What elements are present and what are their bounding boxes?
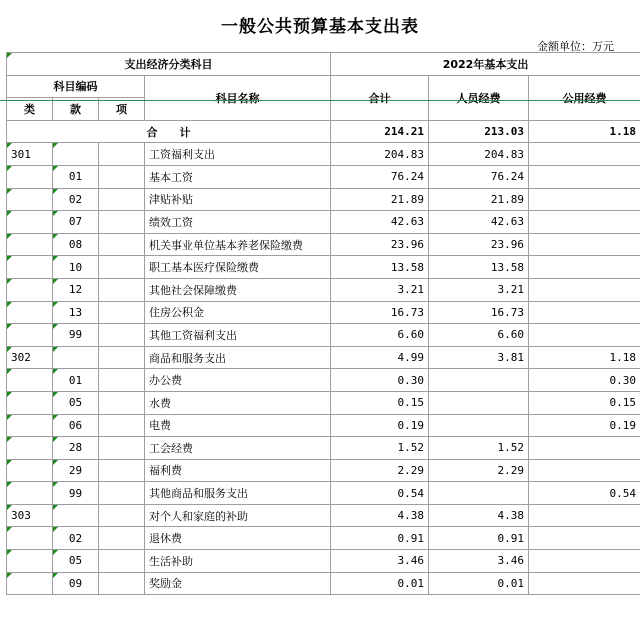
cell-personnel[interactable]: 6.60 xyxy=(429,324,529,347)
cell-personnel[interactable]: 16.73 xyxy=(429,301,529,324)
cell-xiang[interactable] xyxy=(99,482,145,505)
header-budget-group[interactable]: 2022年基本支出 xyxy=(331,53,640,76)
cell-public[interactable] xyxy=(529,437,640,460)
cell-name[interactable]: 住房公积金 xyxy=(145,301,331,324)
cell-xiang[interactable] xyxy=(99,278,145,301)
cell-kuan[interactable]: 02 xyxy=(53,188,99,211)
cell-total[interactable]: 16.73 xyxy=(331,301,429,324)
cell-name[interactable]: 其他社会保障缴费 xyxy=(145,278,331,301)
cell-kuan[interactable]: 06 xyxy=(53,414,99,437)
cell-public[interactable] xyxy=(529,550,640,573)
cell-total[interactable]: 0.15 xyxy=(331,391,429,414)
cell-personnel[interactable]: 3.81 xyxy=(429,346,529,369)
cell-public[interactable]: 0.54 xyxy=(529,482,640,505)
cell-name[interactable]: 退休费 xyxy=(145,527,331,550)
cell-name[interactable]: 办公费 xyxy=(145,369,331,392)
cell-total[interactable]: 0.19 xyxy=(331,414,429,437)
cell-lei[interactable] xyxy=(7,414,53,437)
cell-xiang[interactable] xyxy=(99,346,145,369)
cell-xiang[interactable] xyxy=(99,211,145,234)
cell-total[interactable]: 4.99 xyxy=(331,346,429,369)
cell-lei[interactable] xyxy=(7,550,53,573)
cell-personnel[interactable]: 42.63 xyxy=(429,211,529,234)
table-row xyxy=(7,233,640,256)
cell-kuan[interactable]: 10 xyxy=(53,256,99,279)
cell-total[interactable]: 21.89 xyxy=(331,188,429,211)
cell-public[interactable] xyxy=(529,527,640,550)
cell-name[interactable]: 生活补助 xyxy=(145,550,331,573)
table-row xyxy=(7,346,640,369)
cell-personnel[interactable]: 4.38 xyxy=(429,504,529,527)
cell-xiang[interactable] xyxy=(99,256,145,279)
cell-kuan[interactable]: 01 xyxy=(53,369,99,392)
header-name[interactable]: 科目名称 xyxy=(145,75,331,120)
cell-name[interactable]: 工会经费 xyxy=(145,437,331,460)
table-row xyxy=(7,256,640,279)
table-row xyxy=(7,459,640,482)
cell-kuan[interactable]: 05 xyxy=(53,391,99,414)
cell-total[interactable]: 6.60 xyxy=(331,324,429,347)
cell-public[interactable] xyxy=(529,143,640,166)
cell-name[interactable]: 奖励金 xyxy=(145,572,331,595)
cell-lei[interactable] xyxy=(7,324,53,347)
cell-kuan[interactable]: 29 xyxy=(53,459,99,482)
cell-name[interactable]: 水费 xyxy=(145,391,331,414)
table-row xyxy=(7,414,640,437)
table-row xyxy=(7,211,640,234)
cell-personnel[interactable] xyxy=(429,482,529,505)
cell-personnel[interactable]: 3.46 xyxy=(429,550,529,573)
cell-name[interactable]: 其他工资福利支出 xyxy=(145,324,331,347)
cell-public[interactable] xyxy=(529,504,640,527)
cell-personnel[interactable]: 204.83 xyxy=(429,143,529,166)
cell-xiang[interactable] xyxy=(99,459,145,482)
table-row xyxy=(7,369,640,392)
cell-kuan[interactable] xyxy=(53,143,99,166)
cell-personnel[interactable] xyxy=(429,391,529,414)
cell-public[interactable] xyxy=(529,165,640,188)
cell-lei[interactable] xyxy=(7,391,53,414)
cell-personnel[interactable] xyxy=(429,369,529,392)
cell-name[interactable]: 职工基本医疗保险缴费 xyxy=(145,256,331,279)
cell-kuan[interactable]: 99 xyxy=(53,324,99,347)
green-guide-line xyxy=(0,100,640,101)
total-label[interactable]: 合 计 xyxy=(7,120,331,143)
cell-personnel[interactable]: 21.89 xyxy=(429,188,529,211)
cell-total[interactable]: 0.91 xyxy=(331,527,429,550)
cell-personnel[interactable]: 3.21 xyxy=(429,278,529,301)
cell-xiang[interactable] xyxy=(99,414,145,437)
cell-lei[interactable]: 303 xyxy=(7,504,53,527)
table-row xyxy=(7,301,640,324)
header-code-group[interactable]: 科目编码 xyxy=(7,75,145,98)
total-public[interactable]: 1.18 xyxy=(529,120,640,143)
table-row xyxy=(7,504,640,527)
cell-personnel[interactable]: 13.58 xyxy=(429,256,529,279)
budget-table xyxy=(6,52,640,595)
cell-xiang[interactable] xyxy=(99,527,145,550)
cell-xiang[interactable] xyxy=(99,188,145,211)
table-row xyxy=(7,437,640,460)
cell-lei[interactable]: 302 xyxy=(7,346,53,369)
table-row xyxy=(7,550,640,573)
cell-kuan[interactable]: 07 xyxy=(53,211,99,234)
cell-lei[interactable] xyxy=(7,165,53,188)
cell-kuan[interactable]: 01 xyxy=(53,165,99,188)
cell-xiang[interactable] xyxy=(99,301,145,324)
cell-total[interactable]: 2.29 xyxy=(331,459,429,482)
cell-total[interactable]: 3.46 xyxy=(331,550,429,573)
cell-total[interactable]: 0.01 xyxy=(331,572,429,595)
cell-lei[interactable] xyxy=(7,188,53,211)
cell-kuan[interactable]: 09 xyxy=(53,572,99,595)
cell-public[interactable] xyxy=(529,188,640,211)
cell-xiang[interactable] xyxy=(99,504,145,527)
cell-public[interactable]: 0.15 xyxy=(529,391,640,414)
amount-unit-label: 金额单位：万元 xyxy=(537,40,614,53)
cell-public[interactable]: 0.30 xyxy=(529,369,640,392)
cell-xiang[interactable] xyxy=(99,369,145,392)
cell-lei[interactable] xyxy=(7,278,53,301)
cell-xiang[interactable] xyxy=(99,324,145,347)
cell-total[interactable]: 76.24 xyxy=(331,165,429,188)
cell-name[interactable]: 工资福利支出 xyxy=(145,143,331,166)
cell-total[interactable]: 3.21 xyxy=(331,278,429,301)
cell-lei[interactable] xyxy=(7,233,53,256)
cell-kuan[interactable]: 99 xyxy=(53,482,99,505)
header-xiang[interactable]: 项 xyxy=(99,98,145,121)
cell-public[interactable] xyxy=(529,278,640,301)
header-category-group[interactable]: 支出经济分类科目 xyxy=(7,53,331,76)
total-amount[interactable]: 214.21 xyxy=(331,120,429,143)
cell-total[interactable]: 42.63 xyxy=(331,211,429,234)
cell-public[interactable] xyxy=(529,256,640,279)
cell-total[interactable]: 0.54 xyxy=(331,482,429,505)
cell-personnel[interactable] xyxy=(429,414,529,437)
cell-total[interactable]: 0.30 xyxy=(331,369,429,392)
header-public[interactable]: 公用经费 xyxy=(529,75,640,120)
cell-lei[interactable] xyxy=(7,482,53,505)
table-row xyxy=(7,391,640,414)
cell-name[interactable]: 电费 xyxy=(145,414,331,437)
table-row xyxy=(7,482,640,505)
table-row xyxy=(7,278,640,301)
cell-public[interactable]: 0.19 xyxy=(529,414,640,437)
cell-total[interactable]: 13.58 xyxy=(331,256,429,279)
header-personnel[interactable]: 人员经费 xyxy=(429,75,529,120)
cell-personnel[interactable]: 23.96 xyxy=(429,233,529,256)
cell-name[interactable]: 津贴补贴 xyxy=(145,188,331,211)
total-row xyxy=(7,120,640,143)
header-lei[interactable]: 类 xyxy=(7,98,53,121)
cell-total[interactable]: 4.38 xyxy=(331,504,429,527)
cell-public[interactable] xyxy=(529,324,640,347)
cell-kuan[interactable] xyxy=(53,346,99,369)
cell-total[interactable]: 204.83 xyxy=(331,143,429,166)
cell-lei[interactable] xyxy=(7,369,53,392)
cell-kuan[interactable]: 12 xyxy=(53,278,99,301)
header-kuan[interactable]: 款 xyxy=(53,98,99,121)
cell-name[interactable]: 机关事业单位基本养老保险缴费 xyxy=(145,233,331,256)
table-row xyxy=(7,572,640,595)
table-row xyxy=(7,527,640,550)
header-total[interactable]: 合计 xyxy=(331,75,429,120)
cell-xiang[interactable] xyxy=(99,165,145,188)
cell-kuan[interactable]: 28 xyxy=(53,437,99,460)
cell-personnel[interactable]: 1.52 xyxy=(429,437,529,460)
cell-lei[interactable] xyxy=(7,459,53,482)
cell-personnel[interactable]: 76.24 xyxy=(429,165,529,188)
cell-public[interactable]: 1.18 xyxy=(529,346,640,369)
table-row xyxy=(7,324,640,347)
cell-xiang[interactable] xyxy=(99,437,145,460)
cell-total[interactable]: 1.52 xyxy=(331,437,429,460)
cell-xiang[interactable] xyxy=(99,572,145,595)
table-row xyxy=(7,165,640,188)
cell-personnel[interactable]: 0.01 xyxy=(429,572,529,595)
cell-lei[interactable] xyxy=(7,527,53,550)
cell-lei[interactable] xyxy=(7,437,53,460)
cell-kuan[interactable] xyxy=(53,504,99,527)
cell-public[interactable] xyxy=(529,459,640,482)
cell-public[interactable] xyxy=(529,211,640,234)
cell-public[interactable] xyxy=(529,233,640,256)
cell-lei[interactable] xyxy=(7,301,53,324)
cell-xiang[interactable] xyxy=(99,391,145,414)
cell-name[interactable]: 商品和服务支出 xyxy=(145,346,331,369)
cell-public[interactable] xyxy=(529,301,640,324)
cell-name[interactable]: 基本工资 xyxy=(145,165,331,188)
cell-kuan[interactable]: 05 xyxy=(53,550,99,573)
cell-personnel[interactable]: 0.91 xyxy=(429,527,529,550)
cell-kuan[interactable]: 02 xyxy=(53,527,99,550)
cell-name[interactable]: 对个人和家庭的补助 xyxy=(145,504,331,527)
cell-name[interactable]: 绩效工资 xyxy=(145,211,331,234)
cell-lei[interactable] xyxy=(7,256,53,279)
cell-kuan[interactable]: 08 xyxy=(53,233,99,256)
cell-xiang[interactable] xyxy=(99,550,145,573)
cell-lei[interactable]: 301 xyxy=(7,143,53,166)
cell-total[interactable]: 23.96 xyxy=(331,233,429,256)
cell-public[interactable] xyxy=(529,572,640,595)
cell-xiang[interactable] xyxy=(99,143,145,166)
cell-kuan[interactable]: 13 xyxy=(53,301,99,324)
cell-xiang[interactable] xyxy=(99,233,145,256)
table-row xyxy=(7,143,640,166)
cell-name[interactable]: 其他商品和服务支出 xyxy=(145,482,331,505)
cell-lei[interactable] xyxy=(7,211,53,234)
cell-name[interactable]: 福利费 xyxy=(145,459,331,482)
total-personnel[interactable]: 213.03 xyxy=(429,120,529,143)
cell-lei[interactable] xyxy=(7,572,53,595)
page-title: 一般公共预算基本支出表 xyxy=(221,17,419,37)
table-row xyxy=(7,188,640,211)
cell-personnel[interactable]: 2.29 xyxy=(429,459,529,482)
